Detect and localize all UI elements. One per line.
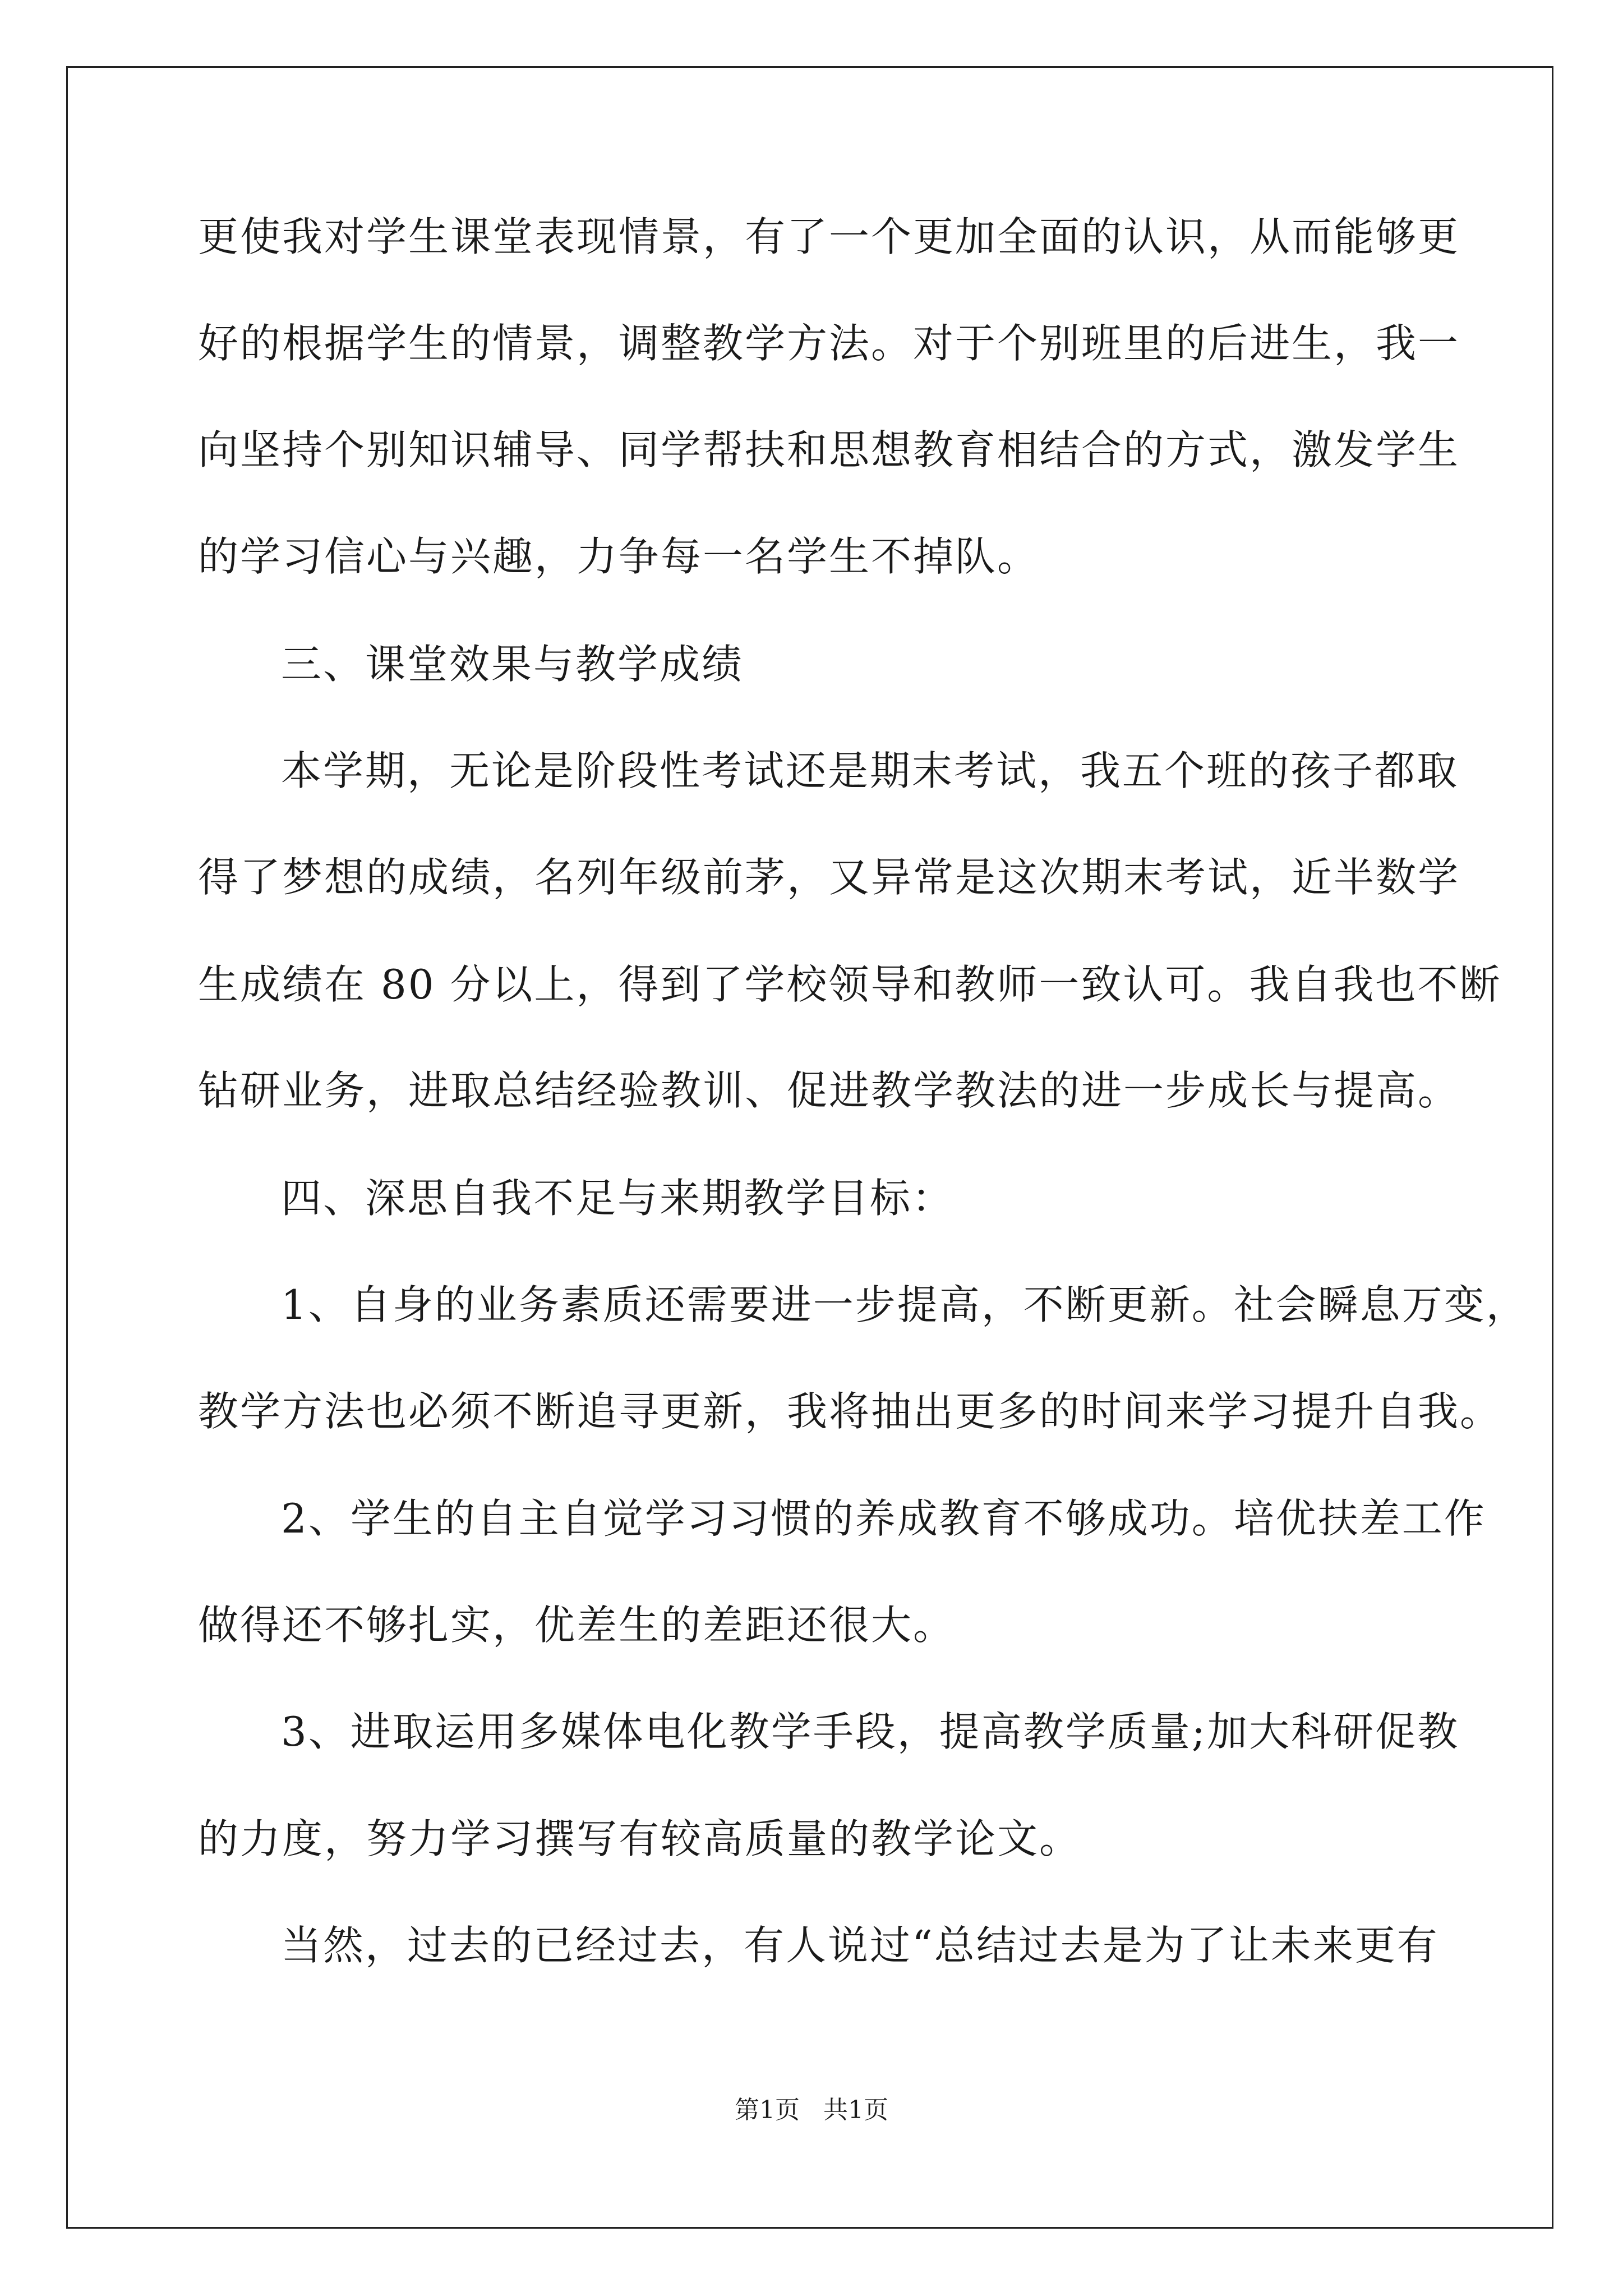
text-line: 教学方法也必须不断追寻更新，我将抽出更多的时间来学习提升自我。: [198, 1388, 1502, 1435]
text-line: 更使我对学生课堂表现情景，有了一个更加全面的认识，从而能够更: [198, 213, 1460, 260]
text-line: 向坚持个别知识辅导、同学帮扶和思想教育相结合的方式，激发学生: [198, 426, 1460, 473]
text-line: 钻研业务，进取总结经验教训、促进教学教法的进一步成长与提高。: [198, 1067, 1460, 1114]
text-line: 3、进取运用多媒体电化教学手段，提高教学质量;加大科研促教: [281, 1708, 1460, 1755]
text-line: 生成绩在 80 分以上，得到了学校领导和教师一致认可。我自我也不断: [198, 961, 1502, 1008]
text-line: 的力度，努力学习撰写有较高质量的教学论文。: [198, 1815, 1082, 1862]
page-border: [66, 66, 1553, 2229]
text-line: 得了梦想的成绩，名列年级前茅，又异常是这次期末考试，近半数学: [198, 854, 1460, 901]
text-line: 做得还不够扎实，优差生的差距还很大。: [198, 1602, 956, 1649]
page-footer: 第1页 共1页: [735, 2096, 888, 2124]
section-heading: 三、课堂效果与教学成绩: [281, 641, 744, 688]
text-line: 的学习信心与兴趣，力争每一名学生不掉队。: [198, 533, 1040, 580]
section-heading: 四、深思自我不足与来期教学目标：: [281, 1175, 955, 1222]
text-line: 2、学生的自主自觉学习习惯的养成教育不够成功。培优扶差工作: [281, 1495, 1486, 1542]
text-line: 当然，过去的已经过去，有人说过“总结过去是为了让未来更有: [281, 1922, 1439, 1969]
text-line: 本学期，无论是阶段性考试还是期末考试，我五个班的孩子都取: [281, 747, 1459, 794]
text-line: 1、自身的业务素质还需要进一步提高，不断更新。社会瞬息万变，: [281, 1281, 1528, 1328]
text-line: 好的根据学生的情景，调整教学方法。对于个别班里的后进生，我一: [198, 320, 1460, 367]
